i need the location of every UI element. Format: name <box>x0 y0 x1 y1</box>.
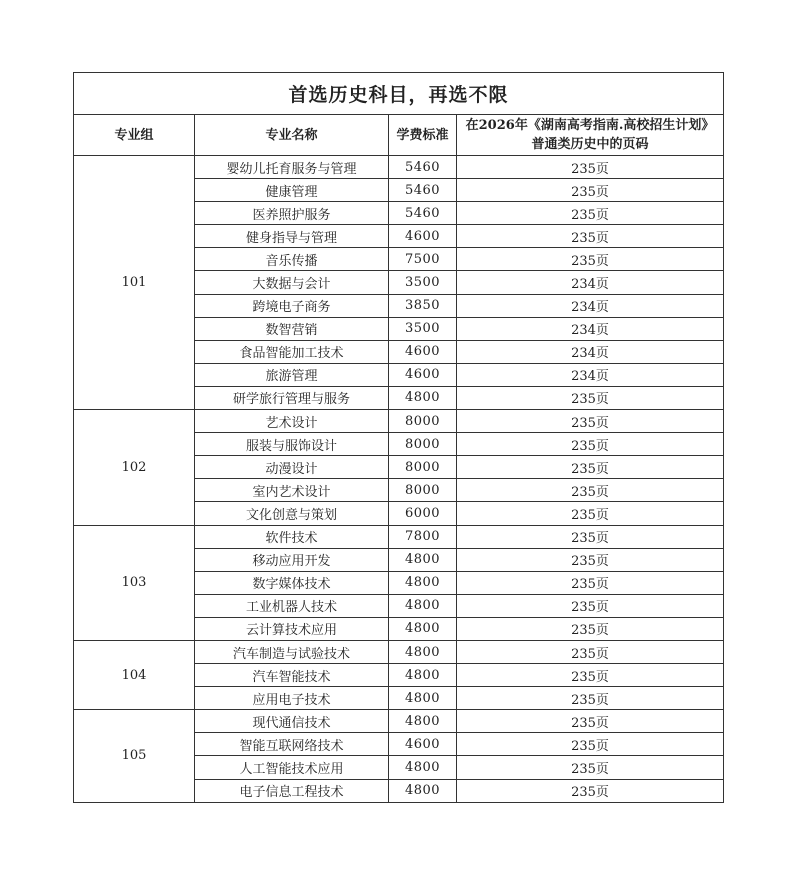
major-name: 移动应用开发 <box>195 548 389 571</box>
page-number: 235页 <box>457 664 724 687</box>
page-number: 235页 <box>457 225 724 248</box>
tuition-fee: 4800 <box>389 779 457 802</box>
page-number: 234页 <box>457 363 724 386</box>
major-name: 汽车制造与试验技术 <box>195 640 389 663</box>
table-title: 首选历史科目，再选不限 <box>74 73 724 115</box>
tuition-fee: 4800 <box>389 664 457 687</box>
major-name: 婴幼儿托育服务与管理 <box>195 156 389 179</box>
major-name: 健身指导与管理 <box>195 225 389 248</box>
major-name: 健康管理 <box>195 179 389 202</box>
page-number: 234页 <box>457 294 724 317</box>
page-number: 235页 <box>457 479 724 502</box>
group-code: 101 <box>74 156 195 410</box>
page-number: 235页 <box>457 733 724 756</box>
major-name: 食品智能加工技术 <box>195 340 389 363</box>
tuition-fee: 3850 <box>389 294 457 317</box>
table-row <box>74 710 724 733</box>
major-name: 跨境电子商务 <box>195 294 389 317</box>
table-row <box>74 410 724 433</box>
major-name: 电子信息工程技术 <box>195 779 389 802</box>
major-name: 数智营销 <box>195 317 389 340</box>
tuition-fee: 4600 <box>389 363 457 386</box>
tuition-fee: 5460 <box>389 179 457 202</box>
table-row <box>74 156 724 179</box>
page-number: 235页 <box>457 548 724 571</box>
page-number: 235页 <box>457 248 724 271</box>
tuition-fee: 8000 <box>389 456 457 479</box>
page-number: 235页 <box>457 456 724 479</box>
page-number: 234页 <box>457 271 724 294</box>
page-number: 235页 <box>457 687 724 710</box>
major-name: 智能互联网络技术 <box>195 733 389 756</box>
major-name: 文化创意与策划 <box>195 502 389 525</box>
major-name: 汽车智能技术 <box>195 664 389 687</box>
major-name: 音乐传播 <box>195 248 389 271</box>
tuition-fee: 4800 <box>389 640 457 663</box>
page-number: 235页 <box>457 525 724 548</box>
major-name: 旅游管理 <box>195 363 389 386</box>
tuition-fee: 4800 <box>389 548 457 571</box>
tuition-fee: 8000 <box>389 479 457 502</box>
page-number: 235页 <box>457 433 724 456</box>
table-row <box>74 640 724 663</box>
page-number: 235页 <box>457 502 724 525</box>
page-number: 235页 <box>457 156 724 179</box>
major-name: 室内艺术设计 <box>195 479 389 502</box>
tuition-fee: 8000 <box>389 433 457 456</box>
group-code: 103 <box>74 525 195 640</box>
tuition-fee: 3500 <box>389 271 457 294</box>
header-group: 专业组 <box>74 115 195 156</box>
page-number: 235页 <box>457 710 724 733</box>
page-number: 235页 <box>457 410 724 433</box>
header-page-line1: 在2026年《湖南高考指南.高校招生计划》 <box>465 118 715 133</box>
tuition-fee: 4800 <box>389 710 457 733</box>
page-number: 235页 <box>457 756 724 779</box>
page-number: 235页 <box>457 179 724 202</box>
tuition-fee: 4800 <box>389 687 457 710</box>
header-page <box>457 115 724 156</box>
major-name: 大数据与会计 <box>195 271 389 294</box>
major-name: 软件技术 <box>195 525 389 548</box>
tuition-fee: 4800 <box>389 756 457 779</box>
enrollment-table <box>73 72 724 803</box>
major-name: 现代通信技术 <box>195 710 389 733</box>
tuition-fee: 7800 <box>389 525 457 548</box>
tuition-fee: 8000 <box>389 410 457 433</box>
tuition-fee: 6000 <box>389 502 457 525</box>
tuition-fee: 4800 <box>389 386 457 409</box>
tuition-fee: 4600 <box>389 340 457 363</box>
major-name: 人工智能技术应用 <box>195 756 389 779</box>
tuition-fee: 5460 <box>389 156 457 179</box>
header-fee: 学费标准 <box>389 115 457 156</box>
tuition-fee: 4800 <box>389 617 457 640</box>
tuition-fee: 3500 <box>389 317 457 340</box>
group-code: 105 <box>74 710 195 802</box>
major-name: 服装与服饰设计 <box>195 433 389 456</box>
major-name: 动漫设计 <box>195 456 389 479</box>
group-code: 104 <box>74 640 195 709</box>
major-name: 数字媒体技术 <box>195 571 389 594</box>
major-name: 医养照护服务 <box>195 202 389 225</box>
major-name: 研学旅行管理与服务 <box>195 386 389 409</box>
page-number: 235页 <box>457 386 724 409</box>
tuition-fee: 4600 <box>389 225 457 248</box>
tuition-fee: 7500 <box>389 248 457 271</box>
header-major: 专业名称 <box>195 115 389 156</box>
group-code: 102 <box>74 410 195 525</box>
major-name: 艺术设计 <box>195 410 389 433</box>
tuition-fee: 4800 <box>389 594 457 617</box>
page-number: 235页 <box>457 594 724 617</box>
major-name: 工业机器人技术 <box>195 594 389 617</box>
tuition-fee: 4600 <box>389 733 457 756</box>
tuition-fee: 5460 <box>389 202 457 225</box>
page-number: 234页 <box>457 317 724 340</box>
header-page-line2: 普通类历史中的页码 <box>531 137 649 152</box>
page-number: 234页 <box>457 340 724 363</box>
table-row <box>74 525 724 548</box>
page-number: 235页 <box>457 640 724 663</box>
major-name: 云计算技术应用 <box>195 617 389 640</box>
page-number: 235页 <box>457 779 724 802</box>
tuition-fee: 4800 <box>389 571 457 594</box>
table-body <box>74 156 724 803</box>
page-number: 235页 <box>457 202 724 225</box>
page-number: 235页 <box>457 571 724 594</box>
major-name: 应用电子技术 <box>195 687 389 710</box>
page-number: 235页 <box>457 617 724 640</box>
